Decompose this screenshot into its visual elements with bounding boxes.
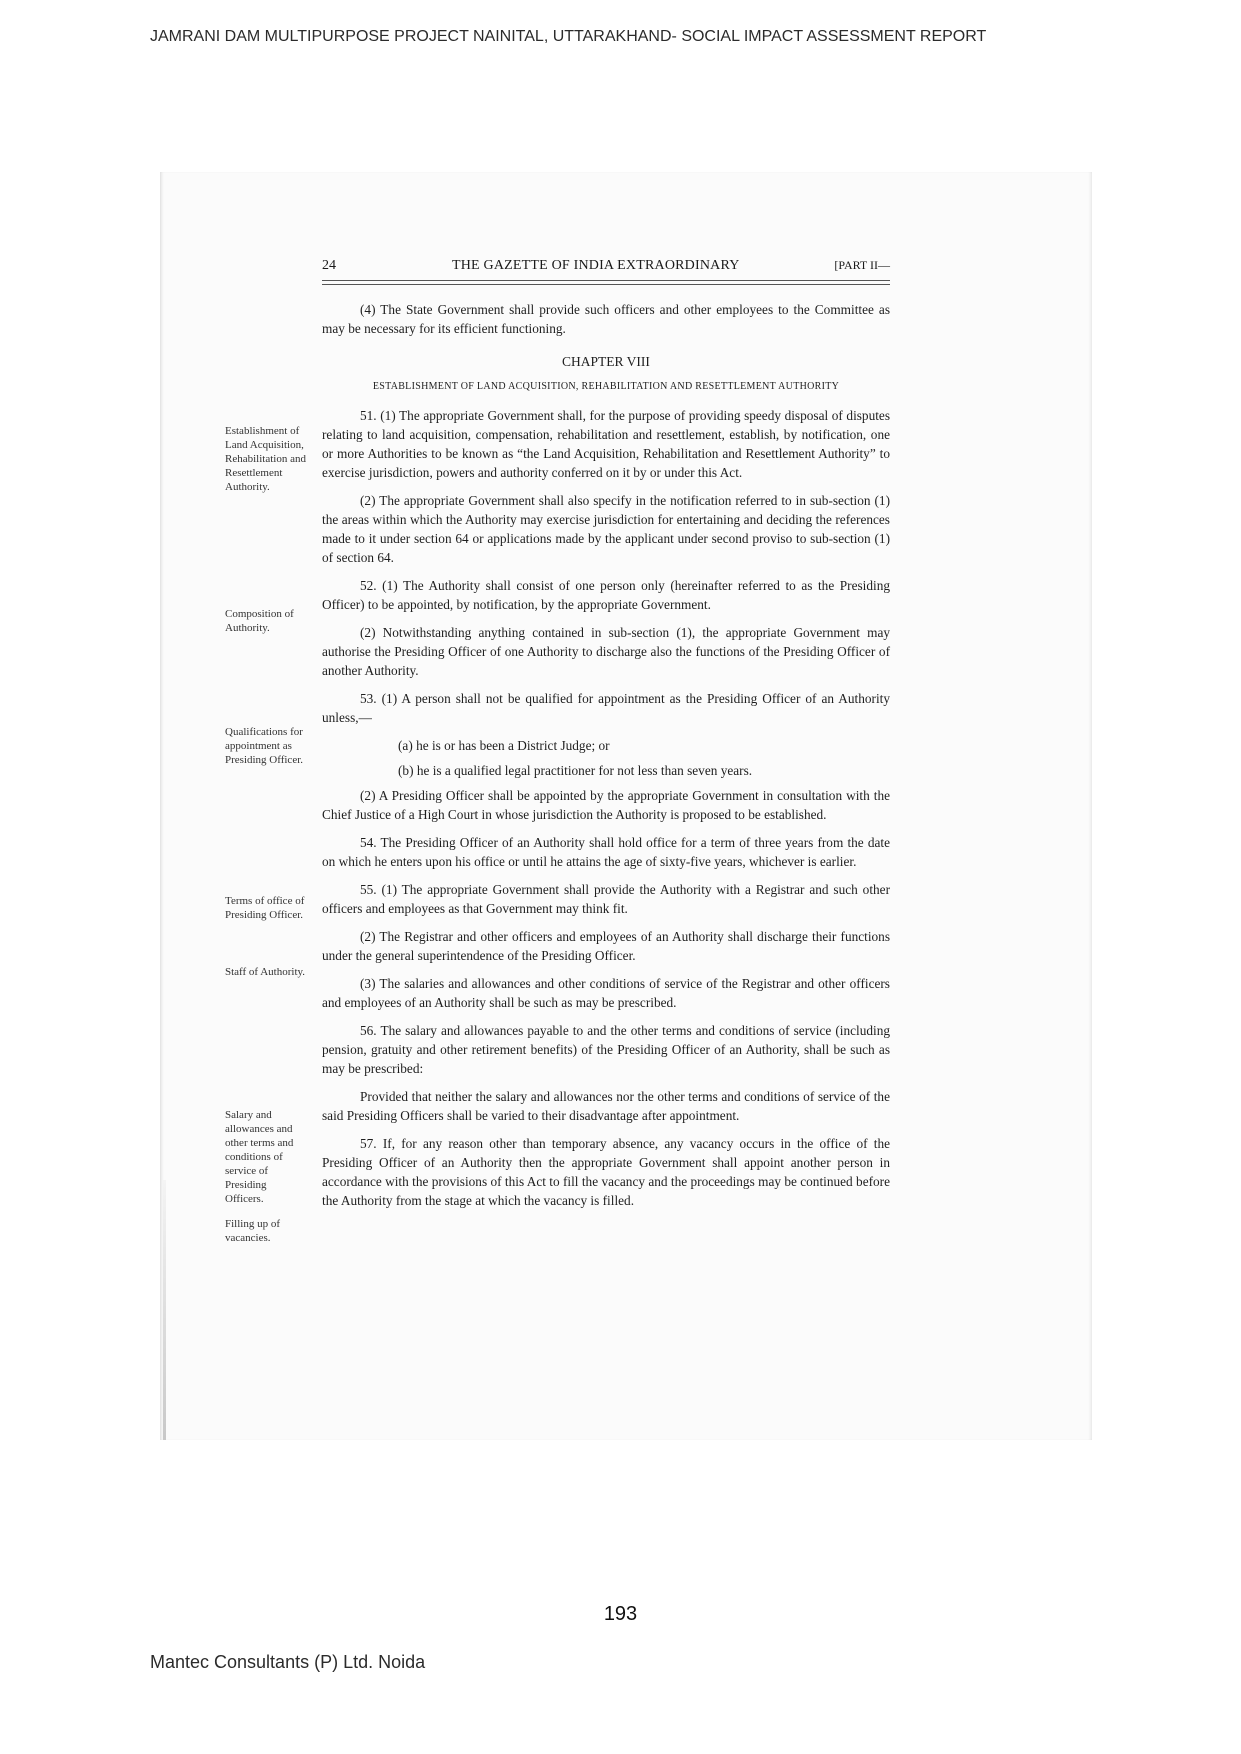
section-53-a: (a) he is or has been a District Judge; or [398, 738, 610, 753]
section-52-2: (2) Notwithstanding anything contained in sub-section (1), the appropriate Government may authorise the Presiding Officer of one Authority to discharge also the functions of the Presiding Officer of another Authority. [322, 625, 890, 678]
section-53-1: 53. (1) A person shall not be qualified for appointment as the Presiding Officer of an Authority unless,— [322, 691, 890, 725]
margin-note-52: Composition of Authority. [225, 608, 294, 634]
header-rule-bottom [322, 284, 890, 285]
gazette-page-number: 24 [322, 258, 336, 273]
page-number: 193 [603, 1603, 638, 1625]
margin-note-56: Salary and allowances and other terms and conditions of service of Presiding Officers. [225, 1109, 294, 1205]
margin-note-54: Terms of office of Presiding Officer. [225, 895, 305, 921]
margin-note-57: Filling up of vacancies. [225, 1218, 281, 1244]
gazette-title: THE GAZETTE OF INDIA EXTRAORDINARY [452, 258, 740, 273]
section-55-3: (3) The salaries and allowances and other conditions of service of the Registrar and other officers and employees of an Authority shall be such as may be prescribed. [322, 976, 890, 1010]
gazette-header [322, 258, 890, 282]
section-51-1: 51. (1) The appropriate Government shall, for the purpose of providing speedy disposal of disputes relating to land acquisition, compensation, rehabilitation and resettlement, establish, by notification, one or more Authorities to be known as “the Land Acquisition, Rehabilitation and Resettlement Authority” to exercise jurisdiction, powers and authority conferred on it by or under this Act. [322, 408, 890, 480]
section-57: 57. If, for any reason other than temporary absence, any vacancy occurs in the office of the Presiding Officer of an Authority then the appropriate Government shall appoint another person in accordance with the provisions of this Act to fill the vacancy and the proceedings may be continued before the Authority from the stage at which the vacancy is filled. [322, 1136, 890, 1208]
section-56: 56. The salary and allowances payable to and the other terms and conditions of service (including pension, gratuity and other retirement benefits) of the Presiding Officer of an Authority, shall be such as may be prescribed: [322, 1023, 890, 1076]
margin-note-53: Qualifications for appointment as Presiding Officer. [225, 726, 304, 766]
margin-note-55: Staff of Authority. [225, 966, 306, 978]
section-53-2: (2) A Presiding Officer shall be appointed by the appropriate Government in consultation with the Chief Justice of a High Court in whose jurisdiction the Authority is proposed to be established. [322, 788, 890, 822]
section-53-b: (b) he is a qualified legal practitioner for not less than seven years. [398, 763, 753, 778]
section-54: 54. The Presiding Officer of an Authority shall hold office for a term of three years from the date on which he enters upon his office or until he attains the age of sixty-five years, whichever is earlier. [322, 835, 890, 869]
section-56-proviso: Provided that neither the salary and allowances nor the other terms and conditions of service of the said Presiding Officers shall be varied to their disadvantage after appointment. [322, 1089, 890, 1123]
section-55-2: (2) The Registrar and other officers and employees of an Authority shall discharge their functions under the general superintendence of the Presiding Officer. [322, 929, 890, 963]
header-rule-top [322, 280, 890, 281]
gazette-body [322, 300, 890, 1219]
scan-shadow-edge [163, 1180, 166, 1440]
margin-note-51: Establishment of Land Acquisition, Rehabilitation and Resettlement Authority. [225, 425, 306, 493]
chapter-heading: CHAPTER VIII [562, 354, 650, 369]
report-footer: Mantec Consultants (P) Ltd. Noida [150, 1652, 426, 1672]
section-51-2: (2) The appropriate Government shall also specify in the notification referred to in sub-section (1) the areas within which the Authority may exercise jurisdiction for entertaining and deciding the references made to it under section 64 or applications made by the applicant under second proviso to sub-section (1) of section 64. [322, 493, 890, 565]
chapter-title: ESTABLISHMENT OF LAND ACQUISITION, REHABILITATION AND RESETTLEMENT AUTHORITY [372, 381, 840, 392]
section-52-1: 52. (1) The Authority shall consist of one person only (hereinafter referred to as the Presiding Officer) to be appointed, by notification, by the appropriate Government. [322, 578, 890, 612]
report-header: JAMRANI DAM MULTIPURPOSE PROJECT NAINITAL, UTTARAKHAND- SOCIAL IMPACT ASSESSMENT REPORT [150, 28, 987, 45]
section-55-1: 55. (1) The appropriate Government shall provide the Authority with a Registrar and such other officers and employees as that Government may think fit. [322, 882, 890, 916]
para-committee-staff: (4) The State Government shall provide such officers and other employees to the Committee as may be necessary for its efficient functioning. [322, 302, 890, 336]
gazette-part: [PART II— [834, 258, 890, 272]
